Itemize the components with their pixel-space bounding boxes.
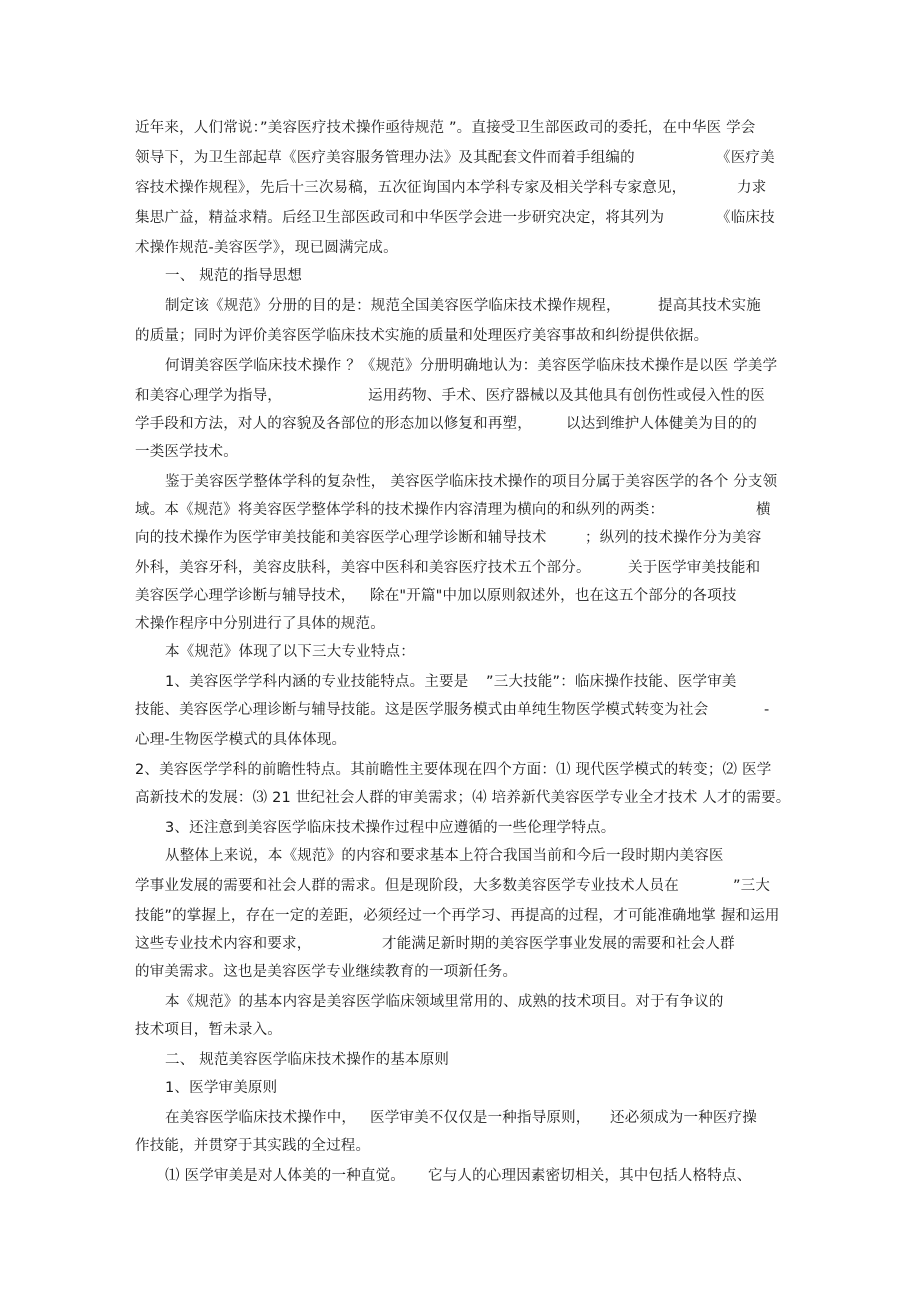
text-line: 域。本《规范》将美容医学整体学科的技术操作内容清理为横向的和纵列的两类： [135, 502, 665, 518]
text-line: 3、还注意到美容医学临床技术操作过程中应遵循的一些伦理学特点。 [165, 820, 616, 836]
text-line: ”三大技能”：临床操作技能、医学审美 [486, 674, 737, 690]
text-line: 除在"开篇"中加以原则叙述外，也在这五个部分的各项技 [370, 588, 737, 604]
text-line: 技术项目，暂未录入。 [135, 1022, 282, 1038]
text-line: 关于医学审美技能和 [628, 560, 761, 576]
text-line: 本《规范》的基本内容是美容医学临床领域里常用的、成熟的技术项目。对于有争议的 [165, 994, 724, 1010]
text-line: 高新技术的发展：⑶ 21 世纪社会人群的审美需求；⑷ 培养新代美容医学专业全才技术 人才的需要。 [135, 790, 791, 806]
text-line: 它与人的心理因素密切相关，其中包括人格特点、 [428, 1168, 752, 1184]
text-line: 外科，美容牙科，美容皮肤科，美容中医科和美容医疗技术五个部分。 [135, 560, 591, 576]
text-line: 《医疗美 [716, 150, 775, 166]
text-line: 一类医学技术。 [135, 444, 238, 460]
text-line: 美容医学心理学诊断与辅导技术， [135, 588, 356, 604]
text-line: 集思广益，精益求精。后经卫生部医政司和中华医学会进一步研究决定，将其列为 [135, 210, 665, 226]
text-line: 领导下，为卫生部起草《医疗美容服务管理办法》及其配套文件而着手组编的 [135, 150, 635, 166]
section-heading: 一、 规范的指导思想 [165, 268, 303, 284]
text-line: ；纵列的技术操作分为美容 [585, 530, 762, 546]
text-line: 《临床技 [716, 210, 775, 226]
text-line: 还必须成为一种医疗操 [610, 1110, 757, 1126]
text-line: 在美容医学临床技术操作中， [165, 1110, 357, 1126]
text-line: 本《规范》体现了以下三大专业特点： [165, 644, 415, 660]
text-line: 制定该《规范》分册的目的是：规范全国美容医学临床技术操作规程， [165, 298, 621, 314]
text-line: 的质量；同时为评价美容医学临床技术实施的质量和处理医疗美容事故和纠纷提供依据。 [135, 328, 709, 344]
text-line: 医学审美不仅仅是一种指导原则， [370, 1110, 591, 1126]
text-line: ⑴ 医学审美是对人体美的一种直觉。 [165, 1168, 406, 1184]
text-line: 的审美需求。这也是美容医学专业继续教育的一项新任务。 [135, 964, 518, 980]
text-line: 术操作程序中分别进行了具体的规范。 [135, 616, 385, 632]
text-line: 和美容心理学为指导， [135, 388, 282, 404]
text-line: 以达到维护人体健美为目的的 [566, 416, 758, 432]
text-line: 容技术操作规程》，先后十三次易稿，五次征询国内本学科专家及相关学科专家意见， [135, 180, 687, 196]
text-line: 技能”的掌握上，存在一定的差距，必须经过一个再学习、再提高的过程，才可能准确地掌 握和运用 [135, 908, 780, 924]
subsection-heading: 1、医学审美原则 [165, 1080, 278, 1096]
text-line: 横 [756, 502, 771, 518]
text-line: 作技能，并贯穿于其实践的全过程。 [135, 1138, 371, 1154]
text-line: 学手段和方法，对人的容貌及各部位的形态加以修复和再塑， [135, 416, 532, 432]
text-line: 1、美容医学学科内涵的专业技能特点。主要是 [165, 674, 469, 690]
text-line: 心理-生物医学模式的具体体现。 [135, 732, 347, 748]
text-line: 力求 [737, 180, 767, 196]
text-line: 才能满足新时期的美容医学事业发展的需要和社会人群 [382, 936, 735, 952]
text-line: 术操作规范-美容医学》，现已圆满完成。 [135, 240, 398, 256]
text-line: 鉴于美容医学整体学科的复杂性， 美容医学临床技术操作的项目分属于美容医学的各个 分支领 [165, 474, 778, 490]
text-line: 这些专业技术内容和要求， [135, 936, 312, 952]
text-line: 近年来，人们常说：”美容医疗技术操作亟待规范 ”。直接受卫生部医政司的委托，在中华医 学会 [135, 120, 756, 136]
text-line: ”三大 [733, 878, 771, 894]
text-line: - [764, 702, 770, 718]
text-line: 技能、美容医学心理诊断与辅导技能。这是医学服务模式由单纯生物医学模式转变为社会 [135, 702, 709, 718]
text-line: 从整体上来说，本《规范》的内容和要求基本上符合我国当前和今后一段时期内美容医 [165, 848, 724, 864]
text-line: 2、美容医学学科的前瞻性特点。其前瞻性主要体现在四个方面：⑴ 现代医学模式的转变；⑵ 医学 [135, 762, 772, 778]
text-line: 学事业发展的需要和社会人群的需求。但是现阶段，大多数美容医学专业技术人员在 [135, 878, 679, 894]
text-line: 运用药物、手术、医疗器械以及其他具有创伤性或侵入性的医 [368, 388, 765, 404]
text-line: 向的技术操作为医学审美技能和美容医学心理学诊断和辅导技术 [135, 530, 547, 546]
text-line: 提高其技术实施 [658, 298, 761, 314]
section-heading: 二、 规范美容医学临床技术操作的基本原则 [165, 1052, 450, 1068]
text-line: 何谓美容医学临床技术操作 ？《规范》分册明确地认为：美容医学临床技术操作是以医 学美学 [165, 358, 778, 374]
